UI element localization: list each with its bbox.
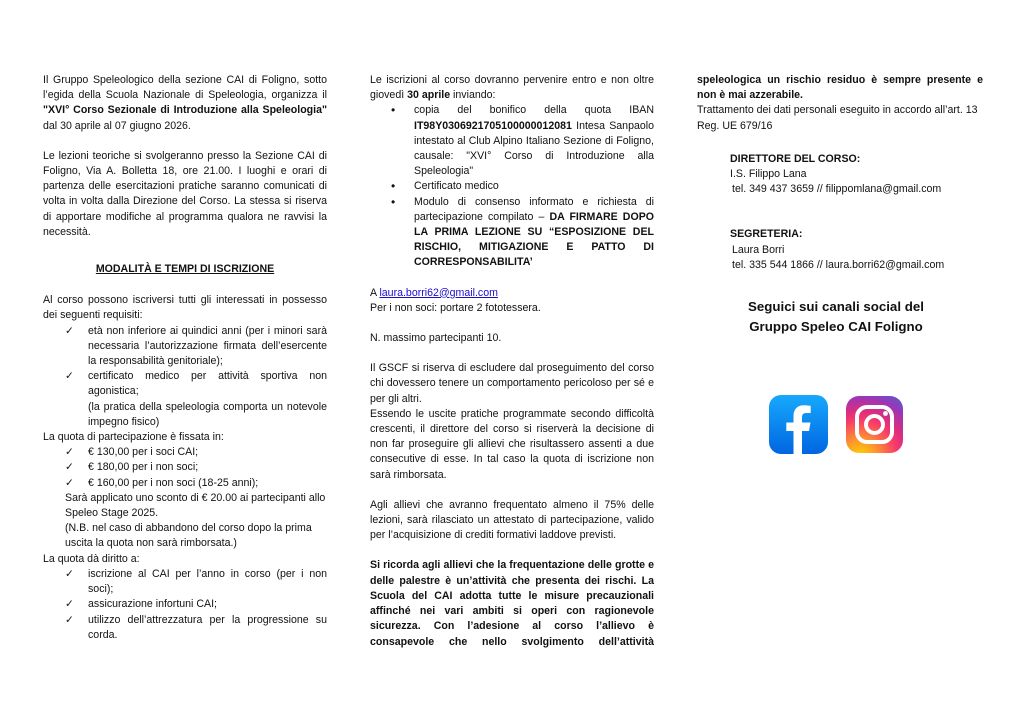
requirement-text: certificato medico per attività sportiva non agonistica;	[88, 370, 327, 398]
certificate-paragraph: Agli allievi che avranno frequentato almeno il 75% delle lezioni, sarà rilasciato un attestato di partecipazione, valido per l’acquisizione di crediti formativi laddove previsti.	[370, 498, 654, 542]
column-right	[697, 73, 983, 337]
deadline-suffix: inviando:	[450, 89, 496, 102]
document-item	[370, 195, 654, 271]
lessons-paragraph: Le lezioni teoriche si svolgeranno presso la Sezione CAI di Foligno, Via A. Bolletta 18, ore 21.00. I luoghi e orari di partenza delle esercitazioni pratiche saranno comunicati di volta in volta dalla Direzione del Corso. La stessa si riserva di apportare modifiche al programma qualora ne ravvisi la necessità.	[43, 149, 327, 238]
intro-text: Il Gruppo Speleologico della sezione CAI di Foligno, sotto l’egida della Scuola Nazionale di Speleologia, organizza il	[43, 74, 327, 102]
check-icon: ✓	[65, 461, 74, 474]
absence-paragraph: Essendo le uscite pratiche programmate secondo difficoltà crescenti, il direttore del corso si riserverà la decisione di non far proseguire gli allievi che risultassero assenti a due consecutive di esse. In tal caso la quota di iscrizione non sarà rimborsata.	[370, 407, 654, 481]
email-link[interactable]: laura.borri62@gmail.com	[379, 286, 498, 299]
instagram-icon[interactable]	[846, 396, 903, 453]
social-icons	[769, 395, 909, 455]
director-block	[697, 152, 983, 198]
photo-note: Per i non soci: portare 2 fototessera.	[370, 301, 541, 314]
requirement-item	[43, 369, 327, 430]
documents-list	[370, 103, 654, 270]
bullet-icon: •	[391, 194, 396, 209]
fee-text: € 180,00 per i non soci;	[88, 461, 199, 474]
secretary-contact: tel. 335 544 1866 // laura.borri62@gmail.com	[732, 258, 945, 271]
bullet-icon: •	[391, 103, 396, 118]
max-participants: N. massimo partecipanti 10.	[370, 332, 502, 345]
iban-value: IT98Y0306921705100000012081	[414, 119, 572, 132]
includes-list	[43, 567, 327, 643]
include-text: iscrizione al CAI per l’anno in corso (per i non soci);	[88, 567, 327, 596]
secretary-title: SEGRETERIA:	[730, 228, 803, 241]
social-heading-line1: Seguici sui canali social del	[748, 299, 924, 315]
check-icon: ✓	[65, 613, 74, 626]
director-name: I.S. Filippo Lana	[730, 168, 807, 181]
include-item	[43, 597, 327, 612]
check-icon: ✓	[65, 476, 74, 489]
requirements-list	[43, 324, 327, 430]
deadline-date: 30 aprile	[407, 89, 451, 102]
check-icon: ✓	[65, 598, 74, 611]
bullet-icon: •	[391, 179, 396, 194]
deadline-text: Le iscrizioni al corso dovranno pervenire entro e non oltre giovedì	[370, 74, 654, 102]
risk-paragraph: Si ricorda agli allievi che la frequentazione delle grotte e delle palestre è un’attività che presenta dei rischi. La Scuola del CAI adotta tutte le misure precauzionali affinché nei vari ambiti si operi con ragionevole sicurezza. Con l’adesione al corso l’allievo è consapevole che nello svolgimento dell’attività	[370, 559, 654, 648]
section-heading: MODALITÀ E TEMPI DI ISCRIZIONE	[95, 263, 275, 276]
requirement-item	[43, 324, 327, 370]
social-heading-line2: Gruppo Speleo CAI Foligno	[749, 319, 923, 335]
risk-continuation: speleologica un rischio residuo è sempre presente e non è mai azzerabile.	[697, 74, 983, 102]
intro-paragraph	[43, 73, 327, 134]
column-left	[43, 73, 327, 643]
fee-item	[43, 460, 327, 475]
refund-note: (N.B. nel caso di abbandono del corso dopo la prima uscita la quota non sarà rimborsata.)	[65, 522, 312, 550]
requirement-text: età non inferiore ai quindici anni (per i minori sarà necessaria l’autorizzazione firmata dell’esercente la responsabilità genitoriale);	[88, 324, 327, 368]
fees-list	[43, 445, 327, 491]
check-icon: ✓	[65, 370, 74, 383]
facebook-icon[interactable]	[769, 395, 828, 454]
check-icon: ✓	[65, 324, 74, 337]
includes-intro: La quota dà diritto a:	[43, 552, 140, 565]
document-item	[370, 179, 654, 194]
document-text: Intesa Sanpaolo intestato al Club Alpino Italiano Sezione di Foligno, causale: "XVI° Corso di Introduzione alla Speleologia"	[414, 119, 654, 178]
privacy-note: Trattamento dei dati personali eseguito in accordo all’art. 13 Reg. UE 679/16	[697, 104, 978, 132]
include-item	[43, 567, 327, 597]
requirements-intro: Al corso possono iscriversi tutti gli interessati in possesso dei seguenti requisiti:	[43, 294, 327, 322]
document-text: Modulo di consenso informato e richiesta di partecipazione compilato –	[414, 195, 654, 223]
discount-note: Sarà applicato uno sconto di € 20.00 ai partecipanti allo Speleo Stage 2025.	[65, 491, 326, 520]
director-title: DIRETTORE DEL CORSO:	[730, 152, 861, 165]
fee-item	[43, 445, 327, 460]
include-item	[43, 613, 327, 643]
fee-item	[43, 476, 327, 491]
deadline-paragraph	[370, 73, 654, 103]
check-icon: ✓	[65, 446, 74, 459]
requirement-note: (la pratica della speleologia comporta un notevole impegno fisico)	[88, 400, 327, 428]
include-text: assicurazione infortuni CAI;	[88, 598, 217, 611]
fee-text: € 160,00 per i non soci (18-25 anni);	[88, 476, 259, 489]
director-contact: tel. 349 437 3659 // filippomlana@gmail.com	[732, 183, 942, 196]
document-text: copia del bonifico della quota IBAN	[414, 104, 654, 117]
send-to-prefix: A	[370, 286, 380, 299]
document-text: Certificato medico	[414, 180, 499, 193]
course-dates: dal 30 aprile al 07 giugno 2026.	[43, 119, 191, 132]
fee-intro: La quota di partecipazione è fissata in:	[43, 431, 224, 444]
check-icon: ✓	[65, 567, 74, 580]
column-middle	[370, 73, 654, 650]
secretary-block	[697, 227, 983, 273]
document-warning: DA FIRMARE DOPO LA PRIMA LEZIONE SU “ESPOSIZIONE DEL RISCHIO, MITIGAZIONE E PATTO DI CORRESPONSABILITA’	[414, 210, 654, 269]
document-item	[370, 103, 654, 179]
fee-text: € 130,00 per i soci CAI;	[88, 446, 199, 459]
include-text: utilizzo dell’attrezzatura per la progressione su corda.	[88, 613, 327, 641]
course-title: "XVI° Corso Sezionale di Introduzione alla Speleologia"	[43, 104, 327, 117]
secretary-name: Laura Borri	[732, 243, 785, 256]
send-to-line	[370, 286, 654, 301]
exclusion-paragraph: Il GSCF si riserva di escludere dal proseguimento del corso chi dovessero tenere un comportamento pericoloso per sé e per gli altri.	[370, 362, 654, 405]
